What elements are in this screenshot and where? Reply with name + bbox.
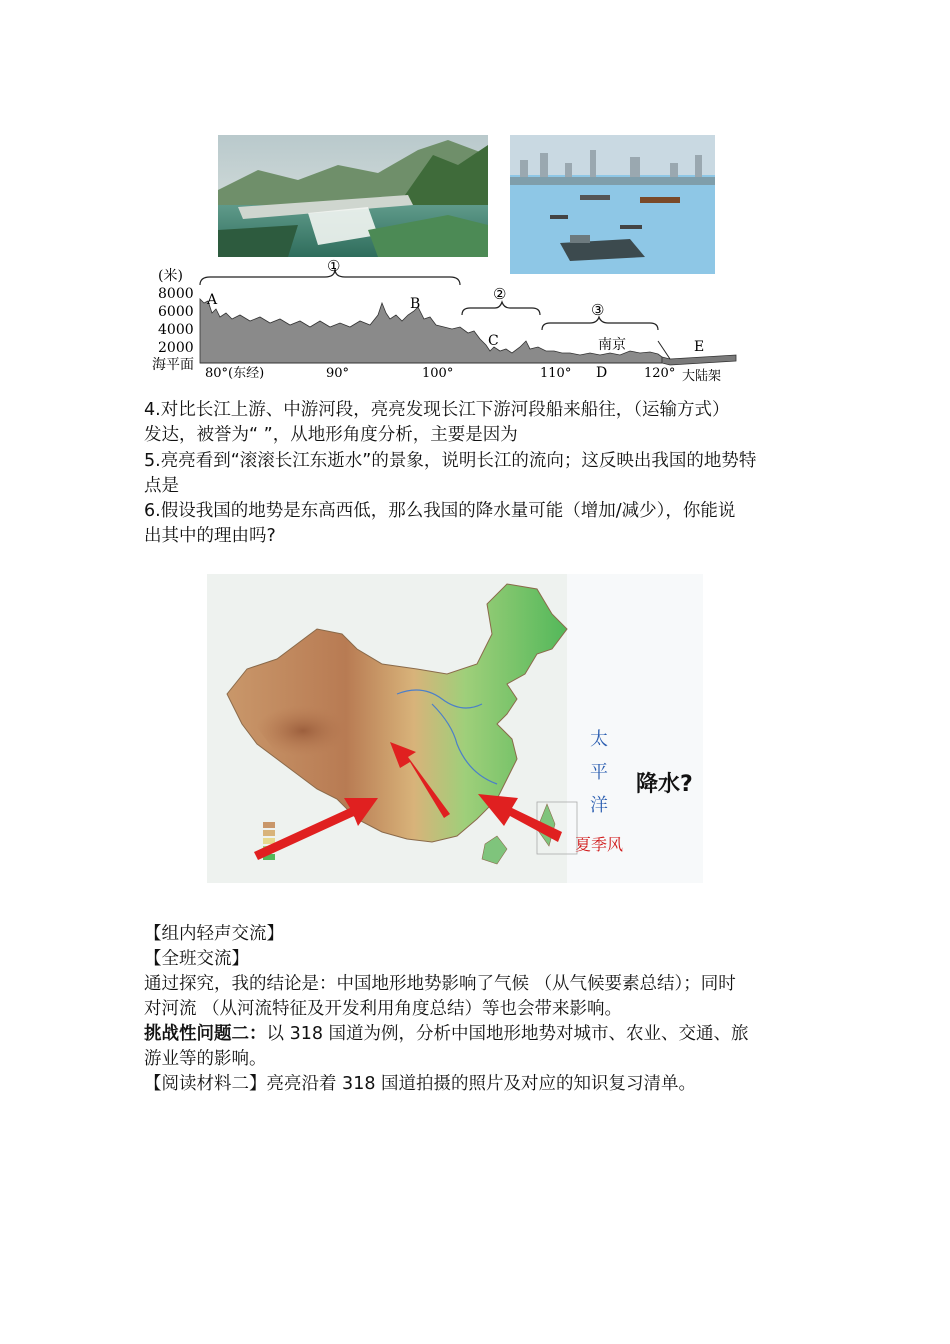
- dam-photo: [218, 135, 488, 257]
- segment-2-label: ②: [493, 285, 507, 303]
- point-a: A: [207, 292, 218, 308]
- rain-question-label: 降水?: [636, 772, 693, 797]
- ocean-char-3: 洋: [590, 795, 608, 816]
- arrow-southwest: [254, 798, 378, 860]
- profile-unit: (米): [158, 268, 183, 284]
- point-e: E: [694, 339, 705, 355]
- point-c: C: [488, 333, 499, 349]
- conclusion-line-1: 通过探究，我的结论是：中国地形地势影响了气候 （从气候要素总结）；同时: [144, 974, 736, 994]
- x-tick-90: 90°: [326, 366, 350, 381]
- challenge-line-2: 游业等的影响。: [144, 1049, 267, 1069]
- segment-3-label: ③: [591, 301, 605, 319]
- point-d: D: [596, 365, 608, 381]
- y-tick-8000: 8000: [158, 286, 194, 302]
- question-4-line-1: 4.对比长江上游、中游河段，亮亮发现长江下游河段船来船往，（运输方式）: [144, 400, 730, 420]
- shelf-label: 大陆架: [682, 369, 722, 384]
- y-tick-4000: 4000: [158, 322, 194, 338]
- arrow-south-center: [390, 742, 450, 818]
- question-4-line-2: 发达，被誉为“ ”，从地形角度分析，主要是因为: [144, 425, 518, 445]
- x-tick-110: 110°: [540, 366, 572, 381]
- challenge-text: 以 318 国道为例，分析中国地形地势对城市、农业、交通、旅: [266, 1024, 749, 1044]
- class-exchange-heading: 【全班交流】: [144, 949, 249, 969]
- ocean-char-2: 平: [590, 762, 608, 783]
- challenge-line-1: [144, 1022, 749, 1047]
- segment-brace-2: [462, 302, 540, 315]
- continental-shelf: [662, 355, 736, 365]
- point-b: B: [410, 296, 421, 312]
- question-6-line-1: 6.假设我国的地势是东高西低，那么我国的降水量可能（增加/减少），你能说: [144, 501, 736, 521]
- ocean-label: [588, 723, 610, 822]
- question-5-line-1: 5.亮亮看到“滚滚长江东逝水”的景象，说明长江的流向；这反映出我国的地势特: [144, 451, 757, 471]
- yangtze-profile-chart: [150, 255, 740, 387]
- group-exchange-heading: 【组内轻声交流】: [144, 924, 284, 944]
- x-tick-100: 100°: [422, 366, 454, 381]
- ocean-char-1: 太: [590, 729, 608, 750]
- sea-level-label: 海平面: [152, 357, 194, 373]
- segment-1-label: ①: [327, 257, 341, 275]
- x-tick-120: 120°: [644, 366, 676, 381]
- monsoon-arrows: [240, 740, 570, 860]
- arrow-southeast: [478, 794, 562, 842]
- reading-material-line: 【阅读材料二】亮亮沿着 318 国道拍摄的照片及对应的知识复习清单。: [144, 1074, 697, 1094]
- question-5-line-2: 点是: [144, 476, 179, 496]
- x-tick-80: 80°(东经): [205, 366, 265, 381]
- harbor-photo: [510, 135, 715, 274]
- y-tick-2000: 2000: [158, 340, 194, 356]
- monsoon-label: 夏季风: [575, 835, 624, 854]
- conclusion-line-2: 对河流 （从河流特征及开发利用角度总结）等也会带来影响。: [144, 999, 623, 1019]
- challenge-title: 挑战性问题二：: [144, 1024, 267, 1044]
- nanjing-label: 南京: [598, 337, 626, 353]
- question-6-line-2: 出其中的理由吗?: [144, 526, 276, 546]
- y-tick-6000: 6000: [158, 304, 194, 320]
